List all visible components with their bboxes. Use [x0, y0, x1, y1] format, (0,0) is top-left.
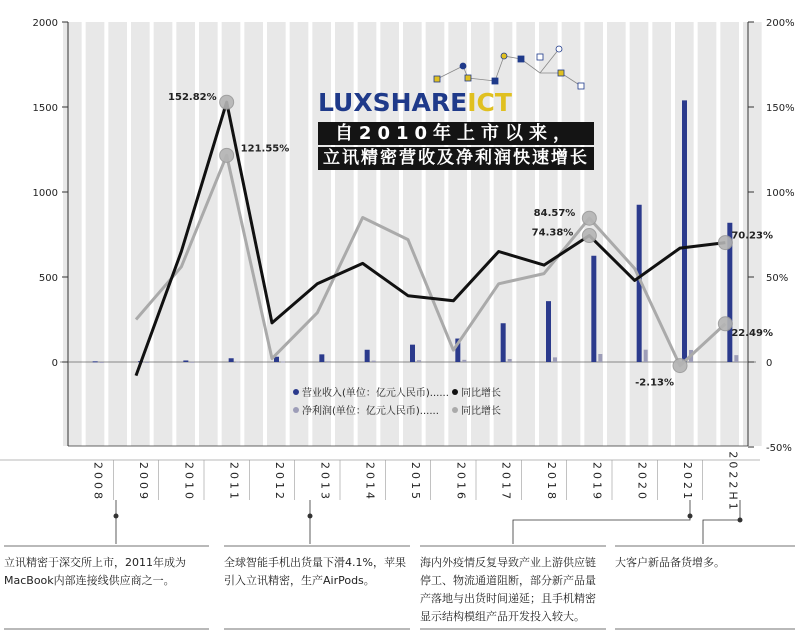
- bg-stripe: [426, 22, 445, 446]
- profit-bar: [734, 355, 738, 362]
- revenue-bar: [501, 323, 506, 362]
- category-label: 2011: [227, 462, 241, 502]
- revenue-bar: [229, 358, 234, 362]
- category-label: 2020: [635, 462, 649, 502]
- logo-network-node: [434, 76, 440, 82]
- logo-network-node: [465, 75, 471, 81]
- bg-stripe: [86, 22, 105, 446]
- annotation-text-2009: 立讯精密于深交所上市，2011年成为MacBook内部连接线供应商之一。: [4, 556, 186, 587]
- highlight-marker: [220, 95, 234, 109]
- legend-marker: [293, 407, 299, 413]
- spacer: [0, 0, 4, 4]
- category-label: 2017: [499, 462, 513, 502]
- left-tick-label: 500: [38, 273, 58, 284]
- profit-bar: [417, 360, 421, 362]
- revenue-bar: [682, 100, 687, 362]
- bg-stripe: [131, 22, 150, 446]
- profit-bar: [644, 350, 648, 362]
- revenue-bar: [546, 301, 551, 362]
- category-label: 2008: [91, 462, 105, 502]
- profit-bar: [462, 360, 466, 362]
- bg-stripe: [199, 22, 218, 446]
- bg-stripe: [335, 22, 354, 446]
- logo-network-node: [518, 56, 524, 62]
- revenue-bar: [319, 354, 324, 362]
- category-label: 2015: [409, 462, 422, 502]
- profit-bar: [372, 361, 376, 362]
- category-label: 2021: [681, 462, 694, 502]
- revenue-bar: [93, 361, 98, 362]
- annotation-text-2022h1: 大客户新品备货增多。: [615, 556, 725, 569]
- legend-growth-marker: [452, 389, 458, 395]
- category-label: 2009: [137, 462, 150, 502]
- bg-stripe: [698, 22, 717, 446]
- data-label: 84.57%: [533, 208, 576, 220]
- left-tick-label: 0: [51, 358, 58, 369]
- revenue-bar: [183, 360, 188, 362]
- profit-bar: [100, 362, 104, 363]
- right-tick-label: 0: [766, 358, 773, 369]
- highlight-marker: [582, 229, 596, 243]
- revenue-bar: [410, 345, 415, 362]
- logo-network-node: [578, 83, 584, 89]
- profit-bar: [598, 354, 602, 362]
- legend-label: 净利润(单位：亿元人民币)......: [302, 406, 439, 417]
- annotation-connector: [513, 516, 690, 544]
- bg-stripe: [471, 22, 490, 446]
- bg-stripe: [494, 22, 513, 446]
- bg-stripe: [312, 22, 331, 446]
- highlight-marker: [673, 359, 687, 373]
- data-label: 74.38%: [531, 227, 574, 239]
- revenue-bar: [591, 256, 596, 362]
- right-tick-label: 100%: [766, 188, 795, 199]
- revenue-bar: [365, 350, 370, 362]
- profit-bar: [236, 362, 240, 363]
- logo-network-node: [501, 53, 507, 59]
- right-tick-label: -50%: [766, 443, 792, 454]
- profit-bar: [145, 362, 149, 363]
- bg-stripe: [403, 22, 422, 446]
- highlight-marker: [718, 236, 732, 250]
- left-tick-label: 2000: [32, 18, 58, 29]
- brand-logo-part2: ICT: [467, 88, 512, 117]
- data-label: 70.23%: [731, 230, 773, 242]
- category-label: 2018: [545, 462, 558, 502]
- annotation-text-2021: 海内外疫情反复导致产业上游供应链停工、物流通道阻断，部分新产品量产落地与出货时间递延；且手机精密显示结构模组产品开发投入较大。: [420, 556, 596, 623]
- bg-stripe: [290, 22, 309, 446]
- legend-growth-marker: [452, 407, 458, 413]
- highlight-marker: [718, 317, 732, 331]
- legend-growth-label: 同比增长: [461, 406, 501, 417]
- bg-stripe: [607, 22, 626, 446]
- left-tick-label: 1500: [32, 103, 58, 114]
- bg-stripe: [222, 22, 241, 446]
- profit-bar: [190, 362, 194, 363]
- profit-bar: [281, 361, 285, 362]
- highlight-marker: [220, 148, 234, 162]
- profit-bar: [508, 359, 512, 362]
- logo-network-node: [556, 46, 562, 52]
- category-label: 2019: [590, 462, 604, 502]
- legend-growth-label: 同比增长: [461, 388, 501, 399]
- bg-stripe: [358, 22, 377, 446]
- bg-stripe: [154, 22, 173, 446]
- logo-network-node: [537, 54, 543, 60]
- annotation-text-2012: 全球智能手机出货量下滑4.1%，苹果引入立讯精密，生产AirPods。: [224, 556, 406, 587]
- data-label: -2.13%: [635, 377, 674, 389]
- profit-bar: [326, 361, 330, 362]
- annotation-connector: [703, 520, 740, 544]
- highlight-marker: [582, 211, 596, 225]
- bg-stripe: [448, 22, 467, 446]
- right-tick-label: 200%: [766, 18, 795, 29]
- data-label: 121.55%: [240, 143, 290, 155]
- category-label: 2016: [454, 462, 468, 502]
- category-label: 2013: [318, 462, 332, 502]
- legend-marker: [293, 389, 299, 395]
- data-label: 22.49%: [731, 327, 773, 339]
- profit-bar: [553, 357, 557, 362]
- bg-stripe: [108, 22, 127, 446]
- bg-stripe: [267, 22, 286, 446]
- logo-network-node: [558, 70, 564, 76]
- category-label: 2010: [182, 462, 196, 502]
- logo-network-node: [460, 63, 466, 69]
- category-label: 2012: [273, 462, 286, 502]
- right-tick-label: 50%: [766, 273, 789, 284]
- brand-logo: [318, 88, 512, 117]
- category-label: 2014: [363, 462, 377, 502]
- bg-stripe: [63, 22, 82, 446]
- data-label: 152.82%: [168, 92, 217, 104]
- brand-logo-part1: LUXSHARE: [318, 88, 468, 117]
- right-tick-label: 150%: [766, 103, 795, 114]
- left-tick-label: 1000: [32, 188, 58, 199]
- legend-label: 营业收入(单位：亿元人民币)......: [302, 388, 449, 399]
- headline-line2: 立讯精密营收及净利润快速增长: [318, 147, 594, 170]
- headline-line1: 自2010年上市以来，: [318, 122, 594, 145]
- category-label: 2022H1: [726, 451, 740, 513]
- logo-network-node: [492, 78, 498, 84]
